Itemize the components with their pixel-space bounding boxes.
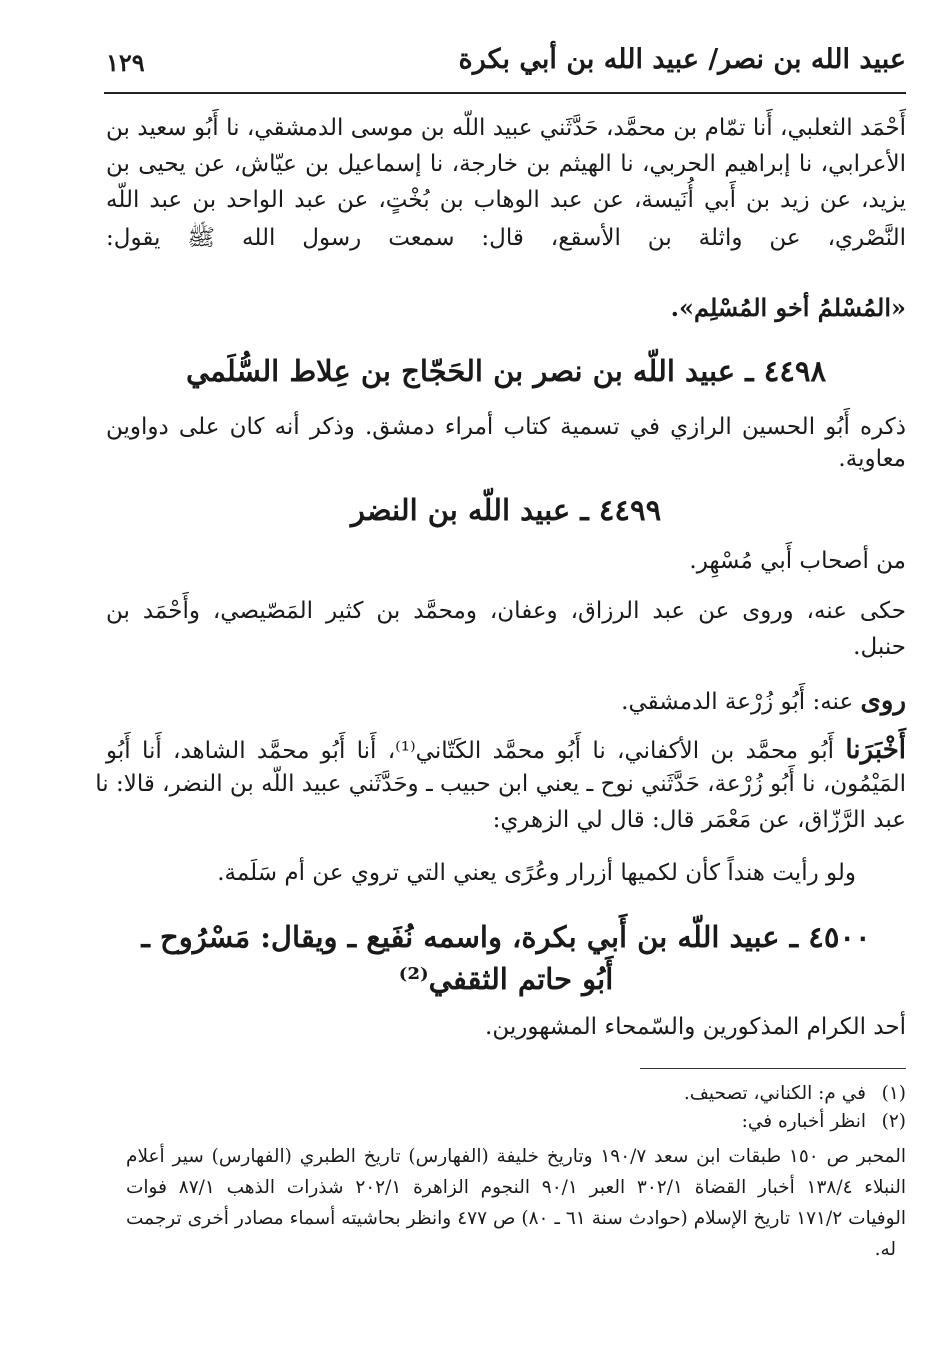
entry-4499-isnad-line-2: المَيْمُون، نا أَبُو زُرْعة، حَدَّثَني نوح ـ يعني ابن حبيب ـ وحَدَّثَني عبيد اللّه بن النضر، قالا: نا <box>95 771 906 797</box>
entry-4500-heading-line-1: ٤٥٠٠ ـ عبيد اللّه بن أَبي بكرة، واسمه نُفَيع ـ ويقال: مَسْرُوح ـ <box>141 920 871 954</box>
entry-4499-heading: ٤٤٩٩ ـ عبيد اللّه بن النضر <box>350 493 662 527</box>
entry-4499-from-line: من أصحاب أَبي مُسْهِر. <box>689 548 906 574</box>
entry-4499-isnad-line-3: عبد الرَّزّاق، عن مَعْمَر قال: قال لي الزهري: <box>492 807 906 833</box>
entry-4499-narrated-line-2: حنبل. <box>853 634 906 660</box>
entry-4498-line-2: معاوية. <box>838 446 906 472</box>
intro-line-1: أَحْمَد الثعلبي، أَنا تمّام بن محمَّد، حَدَّثَني عبيد اللّه بن موسى الدمشقي، نا أَبُو سعيد بن <box>106 115 906 141</box>
entry-4498-line-1: ذكره أَبُو الحسين الرازي في تسمية كتاب أمراء دمشق. وذكر أنه كان على دواوين <box>106 414 906 440</box>
intro-line-4: النَّصْري، عن واثلة بن الأسقع، قال: سمعت رسول الله ﷺ يقول: <box>106 225 906 251</box>
entry-4498-heading: ٤٤٩٨ ـ عبيد اللّه بن نصر بن الحَجّاج بن عِلاط السُّلَمي <box>185 354 827 388</box>
page-number: ١٢٩ <box>106 48 145 77</box>
rawa-lead: روى <box>860 686 906 716</box>
isnad-first-rest: أَبُو محمَّد بن الأكفاني، نا أَبُو محمَّد الكَتّاني⁽¹⁾، أَنا أَبُو محمَّد الشاهد، أَنا أَبُو <box>106 738 846 764</box>
running-header-title: عبيد الله بن نصر/ عبيد الله بن أبي بكرة <box>458 44 906 75</box>
footnote-divider <box>640 1068 906 1069</box>
hadith-text: «المُسْلمُ أخو المُسْلِم». <box>670 293 906 322</box>
footnote-2 <box>742 1111 906 1132</box>
footnote-2-line-1: المحبر ص ١٥٠ طبقات ابن سعد ١٩٠/٧ وتاريخ خليفة (الفهارس) تاريخ الطبري (الفهارس) سير أعلام <box>126 1146 906 1167</box>
footnote-1-text: في م: الكناني، تصحيف. <box>683 1083 866 1104</box>
entry-4500-heading-line-2: أَبُو حاتم الثقفي⁽²⁾ <box>398 962 614 996</box>
footnote-2-number: (٢) <box>881 1111 906 1132</box>
footnote-2-line-3: الوفيات ١٧١/٢ تاريخ الإسلام (حوادث سنة ٦١ ـ ٨٠) ص ٤٧٧ وانظر بحاشيته أسماء مصادر أخرى ترجمت <box>126 1208 906 1229</box>
entry-4500-line: أحد الكرام المذكورين والسّمحاء المشهورين. <box>485 1014 906 1040</box>
entry-4499-rawa-line <box>621 686 906 716</box>
rawa-rest: عنه: أَبُو زُرْعة الدمشقي. <box>621 689 861 715</box>
akhbarana-lead: أَخْبَرَنا <box>845 735 907 765</box>
footnote-1-number: (١) <box>881 1083 906 1104</box>
entry-4499-narrated-line-1: حكى عنه، وروى عن عبد الرزاق، وعفان، ومحمَّد بن كثير المَصّيصي، وأَحْمَد بن <box>106 598 906 624</box>
footnote-2-line-4: له. <box>874 1239 896 1260</box>
intro-line-2: الأعرابي، نا إبراهيم الحربي، نا الهيثم بن خارجة، نا إسماعيل بن عيّاش، عن يحيى بن <box>106 151 906 177</box>
entry-4499-verse: ولو رأيت هنداً كأن لكميها أزرار وعُرًى يعني التي تروي عن أم سَلَمة. <box>217 860 856 886</box>
footnote-1 <box>684 1083 906 1104</box>
intro-line-3: يزيد، عن زيد بن أَبي أُنَيسة، عن عبد الوهاب بن بُخْتٍ، عن عبد الواحد بن عبد اللّه <box>106 187 906 213</box>
header-divider <box>104 92 906 94</box>
footnote-2-text: انظر أخباره في: <box>741 1111 866 1132</box>
entry-4499-isnad-line-1 <box>106 735 906 765</box>
footnote-2-line-2: النبلاء ١٣٨/٤ أخبار القضاة ٣٠٢/١ العبر ٩٠/١ النجوم الزاهرة ٢٠٢/١ شذرات الذهب ٨٧/١ فوات <box>126 1177 906 1198</box>
